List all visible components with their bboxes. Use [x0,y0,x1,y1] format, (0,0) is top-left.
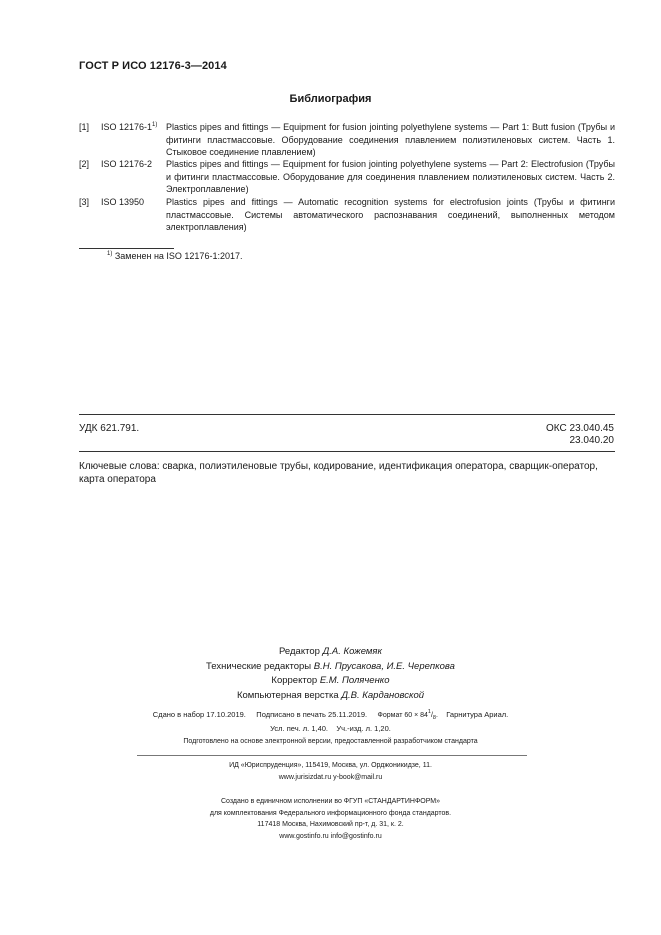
bibliography-entry [79,121,615,159]
editor-line: Редактор Д.А. Кожемяк [279,646,382,657]
footnote [107,250,242,262]
printer-line-4: www.gostinfo.ru info@gostinfo.ru [279,832,382,840]
printer-line-2: для комплектования Федерального информационного фонда стандартов. [209,809,452,817]
entry-number: [1] [79,122,90,132]
entry-number: [2] [79,159,90,169]
imprint-row-2: Усл. печ. л. 1,40. Уч.-изд. л. 1,20. [270,724,391,733]
entry-code: ISO 13950 [101,197,145,207]
layout-line: Компьютерная верстка Д.В. Кардановской [236,689,425,701]
classification-bottom-rule [79,451,615,452]
entry-text: Plastics pipes and fittings — Equipment for fusion jointing polyethylene systems — Part 2: Electrofusion (Трубы и фитинги пластмассовые. Оборудование для соединения плавлением полиэтиленовых систем. Часть 2. Электроплавление) [166,159,615,194]
entry-number: [3] [79,197,90,207]
entry-code: ISO 12176-1$^{1)}$ [101,122,158,132]
imprint-block [0,708,661,735]
corrector-line: Корректор Е.М. Поляченко [271,675,390,686]
entry-code: ISO 12176-2 [101,159,153,169]
credits-block [0,645,661,703]
bibliography-entry [79,158,615,196]
printer-line-3: 117418 Москва, Нахимовский пр-т, д. 31, к. 2. [257,821,404,828]
footnote-mark: 1) [152,122,158,128]
udk-code: УДК 621.791. [79,423,140,434]
footnote-text: Заменен на ISO 12176-1:2017. [114,251,243,261]
prepared-note: Подготовлено на основе электронной версии, предоставленной разработчиком стандарта [183,738,478,745]
imprint-row-1: Сдано в набор 17.10.2019. Подписано в печать 25.11.2019. Формат $60 \times 84^1/_8$. Гарнитура Ариал. [152,709,509,721]
publisher-address: ИД «Юриспруденция», 115419, Москва, ул. Орджоникидзе, 11. [229,762,432,769]
standard-code-header: ГОСТ Р ИСО 12176-3—2014 [79,60,227,72]
keywords: Ключевые слова: сварка, полиэтиленовые трубы, кодирование, идентификация оператора, сварщик-оператор, карта оператора [79,461,598,485]
entry-text: Plastics pipes and fittings — Automatic recognition systems for electrofusion joints (Трубы и фитинги пластмассовые. Системы автоматического распознавания соединений, выполненных методом электроплавления) [166,197,615,232]
printer-block [0,796,661,842]
classification-top-rule [79,414,615,415]
footnote-divider [79,248,174,249]
bibliography-title: Библиография [289,93,372,105]
publisher-divider [137,755,527,756]
bibliography-entry [79,196,615,234]
oks-code-2: 23.040.20 [569,435,614,446]
footnote-mark: 1) [107,251,113,257]
publisher-block [0,760,661,783]
printer-line-1: Создано в единичном исполнении во ФГУП «СТАНДАРТИНФОРМ» [220,798,441,805]
entry-text: Plastics pipes and fittings — Equipment for fusion jointing polyethylene systems — Part 1: Butt fusion (Трубы и фитинги пластмассовые. Оборудование соединения плавлением полиэтиленовых систем. Часть 1. Стыковое соединение плавлением) [166,122,615,157]
oks-codes [546,423,614,447]
oks-code-1: ОКС 23.040.45 [546,423,614,434]
tech-editors-line: Технические редакторы В.Н. Прусакова, И.Е. Черепкова [206,660,455,672]
publisher-contacts: www.jurisizdat.ru y-book@mail.ru [278,773,383,781]
